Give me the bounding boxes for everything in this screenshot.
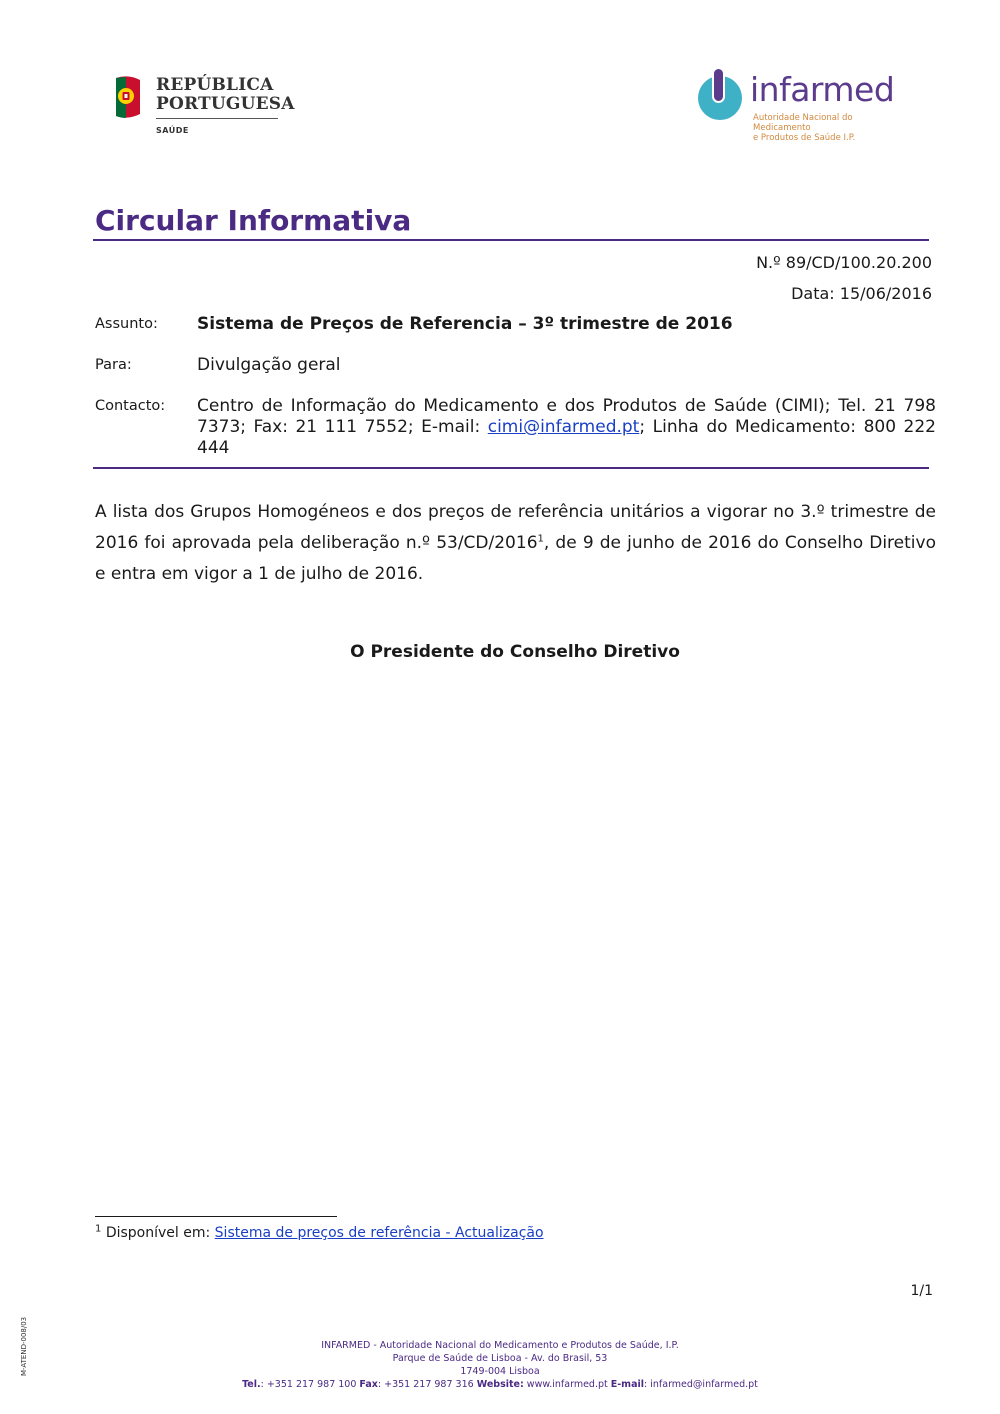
footer-address: Parque de Saúde de Lisboa - Av. do Brasil, 53 [392,1353,608,1364]
saude-label: SAÚDE [156,126,189,135]
infarmed-mark-icon [696,68,744,120]
contacto-text-pre: Centro de Informação do Medicamento e dos Produtos de Saúde (CIMI); Tel. 21 798 7373; Fax: 21 111 7552; E-mail: [197,396,936,437]
signature-line: O Presidente do Conselho Diretivo [350,642,680,662]
republica-portuguesa-logo [110,72,295,142]
cimi-email-link[interactable]: cimi@infarmed.pt [487,417,640,437]
footnote-reference[interactable]: 1 [537,533,544,545]
title-underline [93,239,929,241]
footer-postcode: 1749-004 Lisboa [460,1366,540,1377]
body-text-part1: A lista dos Grupos Homogéneos e dos preços de referência unitários a vigorar no 3.º trimestre de 2016 foi aprovada pela deliberação n.º 53/CD/2016 [95,502,936,553]
assunto-value: Sistema de Preços de Referencia – 3º trimestre de 2016 [197,314,733,334]
footer-contacts: Tel.: +351 217 987 100 Fax: +351 217 987 316 Website: www.infarmed.pt E-mail: infarmed@infarmed.pt [242,1379,758,1390]
body-paragraph [95,497,936,590]
contacto-label: Contacto: [95,398,166,414]
logo-divider [156,118,278,119]
portugal-flag-emblem-icon [110,74,146,120]
circular-number: N.º 89/CD/100.20.200 [756,253,932,272]
contacto-value [197,396,936,459]
infarmed-logo [696,68,906,143]
header-section-divider [93,467,929,469]
infarmed-tagline: Autoridade Nacional do Medicamento e Produtos de Saúde I.P. [753,113,856,143]
page-number: 1/1 [910,1283,933,1299]
footnote-text: Disponível em: [101,1225,215,1241]
assunto-label: Assunto: [95,316,158,332]
body-text-part2: , de 9 de junho de 2016 do Conselho Diretivo e entra em vigor a 1 de julho de 2016. [95,533,936,584]
republica-portuguesa-text: REPÚBLICA PORTUGUESA [156,75,295,114]
footnote [95,1225,544,1241]
document-code: M-ATEND-008/03 [20,1316,28,1376]
para-value: Divulgação geral [197,355,341,375]
para-label: Para: [95,357,132,373]
contacto-text-post: ; Linha do Medicamento: 800 222 444 [197,417,936,458]
circular-date: Data: 15/06/2016 [791,284,932,303]
footer-org-name: INFARMED - Autoridade Nacional do Medicamento e Produtos de Saúde, I.P. [321,1340,679,1351]
footnote-link[interactable]: Sistema de preços de referência - Actualização [214,1225,544,1241]
footnote-separator [95,1216,337,1217]
page-footer [0,1339,1000,1391]
document-title: Circular Informativa [95,204,412,237]
infarmed-wordmark: infarmed [750,70,895,109]
footnote-number: 1 [95,1223,102,1235]
